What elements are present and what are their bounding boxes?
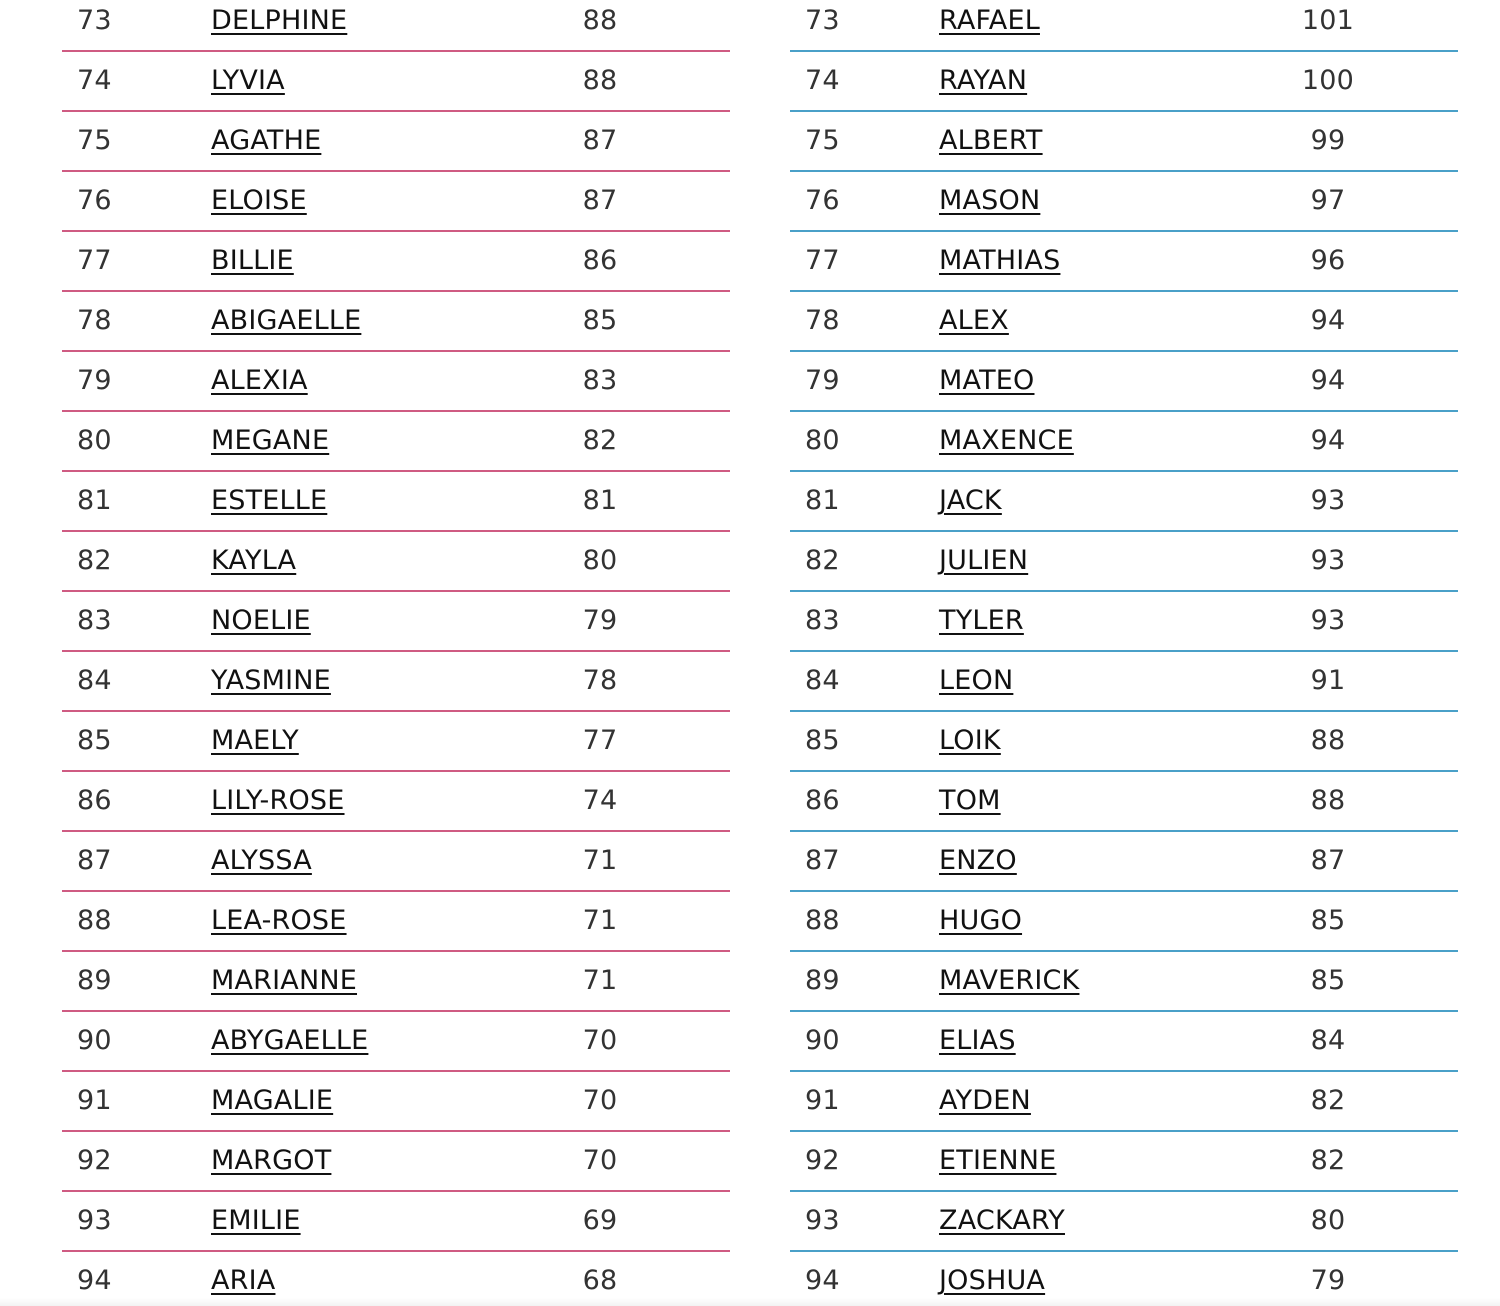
rank-number: 90 [77,1025,112,1056]
birth-count: 88 [582,65,618,96]
name-link[interactable]: MATHIAS [939,245,1061,276]
table-row [62,592,730,652]
rank-number: 92 [805,1145,840,1176]
table-row [62,112,730,172]
name-link[interactable]: LEON [939,665,1014,696]
rank-number: 79 [805,365,840,396]
rank-number: 86 [805,785,840,816]
table-row [790,532,1458,592]
table-row [790,772,1458,832]
birth-count: 87 [582,185,618,216]
rank-number: 78 [805,305,840,336]
name-link[interactable]: AYDEN [939,1085,1031,1116]
name-link[interactable]: YASMINE [211,665,331,696]
birth-count: 80 [1310,1205,1346,1236]
birth-count: 81 [582,485,618,516]
table-row [62,952,730,1012]
table-row [790,1012,1458,1072]
rank-number: 88 [77,905,112,936]
birth-count: 85 [1310,905,1346,936]
table-row [790,412,1458,472]
name-link[interactable]: MEGANE [211,425,330,456]
birth-count: 80 [582,545,618,576]
rank-number: 92 [77,1145,112,1176]
table-row [790,712,1458,772]
bottom-edge-fade [0,1298,1500,1306]
rank-number: 91 [805,1085,840,1116]
rank-number: 83 [77,605,112,636]
rank-number: 77 [77,245,112,276]
birth-count: 93 [1310,545,1346,576]
table-row [62,772,730,832]
name-link[interactable]: ALEX [939,305,1009,336]
birth-count: 78 [582,665,618,696]
birth-count: 100 [1301,65,1355,96]
rank-number: 80 [77,425,112,456]
birth-count: 79 [1310,1265,1346,1296]
rank-number: 87 [805,845,840,876]
name-link[interactable]: LOIK [939,725,1001,756]
rank-number: 84 [805,665,840,696]
rank-number: 93 [77,1205,112,1236]
rank-number: 82 [77,545,112,576]
name-link[interactable]: MARGOT [211,1145,332,1176]
table-row [62,832,730,892]
birth-count: 83 [582,365,618,396]
name-link[interactable]: ABIGAELLE [211,305,362,336]
table-row [790,952,1458,1012]
rank-number: 82 [805,545,840,576]
birth-count: 82 [1310,1085,1346,1116]
birth-count: 84 [1310,1025,1346,1056]
table-row [790,1192,1458,1252]
girls-name-ranking-table [62,0,730,1306]
table-row [790,292,1458,352]
rank-number: 73 [77,5,112,36]
name-link[interactable]: MAXENCE [939,425,1074,456]
name-link[interactable]: ETIENNE [939,1145,1057,1176]
table-row [790,232,1458,292]
birth-count: 101 [1301,5,1355,36]
table-row [62,532,730,592]
rank-number: 77 [805,245,840,276]
table-row [790,112,1458,172]
name-link[interactable]: ENZO [939,845,1017,876]
rank-number: 80 [805,425,840,456]
rank-number: 86 [77,785,112,816]
rank-number: 75 [805,125,840,156]
table-row [790,52,1458,112]
table-row [62,1072,730,1132]
name-link[interactable]: TOM [939,785,1001,816]
name-link[interactable]: LILY-ROSE [211,785,345,816]
rank-number: 83 [805,605,840,636]
table-row [62,652,730,712]
birth-count: 94 [1310,425,1346,456]
table-row [62,232,730,292]
rank-number: 91 [77,1085,112,1116]
name-link[interactable]: RAYAN [939,65,1028,96]
table-row [790,472,1458,532]
name-link[interactable]: JACK [939,485,1002,516]
birth-count: 96 [1310,245,1346,276]
rank-number: 84 [77,665,112,696]
name-link[interactable]: JOSHUA [939,1265,1046,1296]
name-link[interactable]: AGATHE [211,125,322,156]
name-link[interactable]: ABYGAELLE [211,1025,369,1056]
birth-count: 91 [1310,665,1346,696]
table-row [62,172,730,232]
birth-count: 87 [582,125,618,156]
birth-count: 71 [582,845,618,876]
name-link[interactable]: DELPHINE [211,5,348,36]
table-row [62,412,730,472]
rank-number: 90 [805,1025,840,1056]
rank-number: 89 [805,965,840,996]
name-link[interactable]: ALYSSA [211,845,312,876]
table-row [790,592,1458,652]
name-link[interactable]: LEA-ROSE [211,905,347,936]
birth-count: 70 [582,1145,618,1176]
birth-count: 70 [582,1085,618,1116]
table-row [790,172,1458,232]
table-row [62,52,730,112]
name-link[interactable]: LYVIA [211,65,285,96]
rank-number: 88 [805,905,840,936]
rank-number: 94 [805,1265,840,1296]
table-row [62,712,730,772]
name-link[interactable]: KAYLA [211,545,297,576]
table-row [790,892,1458,952]
rank-number: 74 [805,65,840,96]
name-link[interactable]: NOELIE [211,605,311,636]
table-row [62,1012,730,1072]
name-link[interactable]: MAELY [211,725,299,756]
table-row [62,1132,730,1192]
birth-count: 79 [582,605,618,636]
table-row [62,472,730,532]
rank-number: 79 [77,365,112,396]
birth-count: 93 [1310,605,1346,636]
name-link[interactable]: MASON [939,185,1041,216]
table-row [62,292,730,352]
rank-number: 81 [805,485,840,516]
table-row [790,652,1458,712]
rank-number: 75 [77,125,112,156]
table-row [790,352,1458,412]
rank-number: 85 [805,725,840,756]
birth-count: 99 [1310,125,1346,156]
birth-count: 88 [582,5,618,36]
name-link[interactable]: ELIAS [939,1025,1016,1056]
name-link[interactable]: MAVERICK [939,965,1080,996]
table-row [790,1132,1458,1192]
table-row [790,832,1458,892]
birth-count: 71 [582,905,618,936]
name-link[interactable]: EMILIE [211,1205,301,1236]
rank-number: 78 [77,305,112,336]
rank-number: 73 [805,5,840,36]
rank-number: 74 [77,65,112,96]
birth-count: 86 [582,245,618,276]
birth-count: 88 [1310,785,1346,816]
name-link[interactable]: MARIANNE [211,965,358,996]
rank-number: 76 [77,185,112,216]
name-link[interactable]: TYLER [939,605,1024,636]
table-row [62,892,730,952]
birth-count: 74 [582,785,618,816]
birth-count: 70 [582,1025,618,1056]
birth-count: 68 [582,1265,618,1296]
name-link[interactable]: HUGO [939,905,1023,936]
name-link[interactable]: ELOISE [211,185,307,216]
name-link[interactable]: BILLIE [211,245,294,276]
rank-number: 87 [77,845,112,876]
table-row [790,0,1458,52]
table-row [62,352,730,412]
birth-count: 82 [582,425,618,456]
birth-count: 94 [1310,365,1346,396]
birth-count: 82 [1310,1145,1346,1176]
birth-count: 85 [1310,965,1346,996]
birth-count: 94 [1310,305,1346,336]
birth-count: 88 [1310,725,1346,756]
name-link[interactable]: RAFAEL [939,5,1040,36]
name-link[interactable]: ALEXIA [211,365,308,396]
rank-number: 76 [805,185,840,216]
name-link[interactable]: MAGALIE [211,1085,334,1116]
name-link[interactable]: MATEO [939,365,1035,396]
boys-name-ranking-table [790,0,1458,1306]
table-row [62,1192,730,1252]
rank-number: 94 [77,1265,112,1296]
rank-number: 85 [77,725,112,756]
table-row [62,0,730,52]
name-link[interactable]: ARIA [211,1265,276,1296]
name-link[interactable]: ALBERT [939,125,1043,156]
rank-number: 93 [805,1205,840,1236]
table-row [790,1072,1458,1132]
birth-count: 71 [582,965,618,996]
birth-count: 97 [1310,185,1346,216]
name-link[interactable]: ZACKARY [939,1205,1065,1236]
birth-count: 77 [582,725,618,756]
birth-count: 93 [1310,485,1346,516]
name-link[interactable]: JULIEN [939,545,1029,576]
name-link[interactable]: ESTELLE [211,485,328,516]
birth-count: 69 [582,1205,618,1236]
rank-number: 89 [77,965,112,996]
rank-number: 81 [77,485,112,516]
birth-count: 85 [582,305,618,336]
birth-count: 87 [1310,845,1346,876]
